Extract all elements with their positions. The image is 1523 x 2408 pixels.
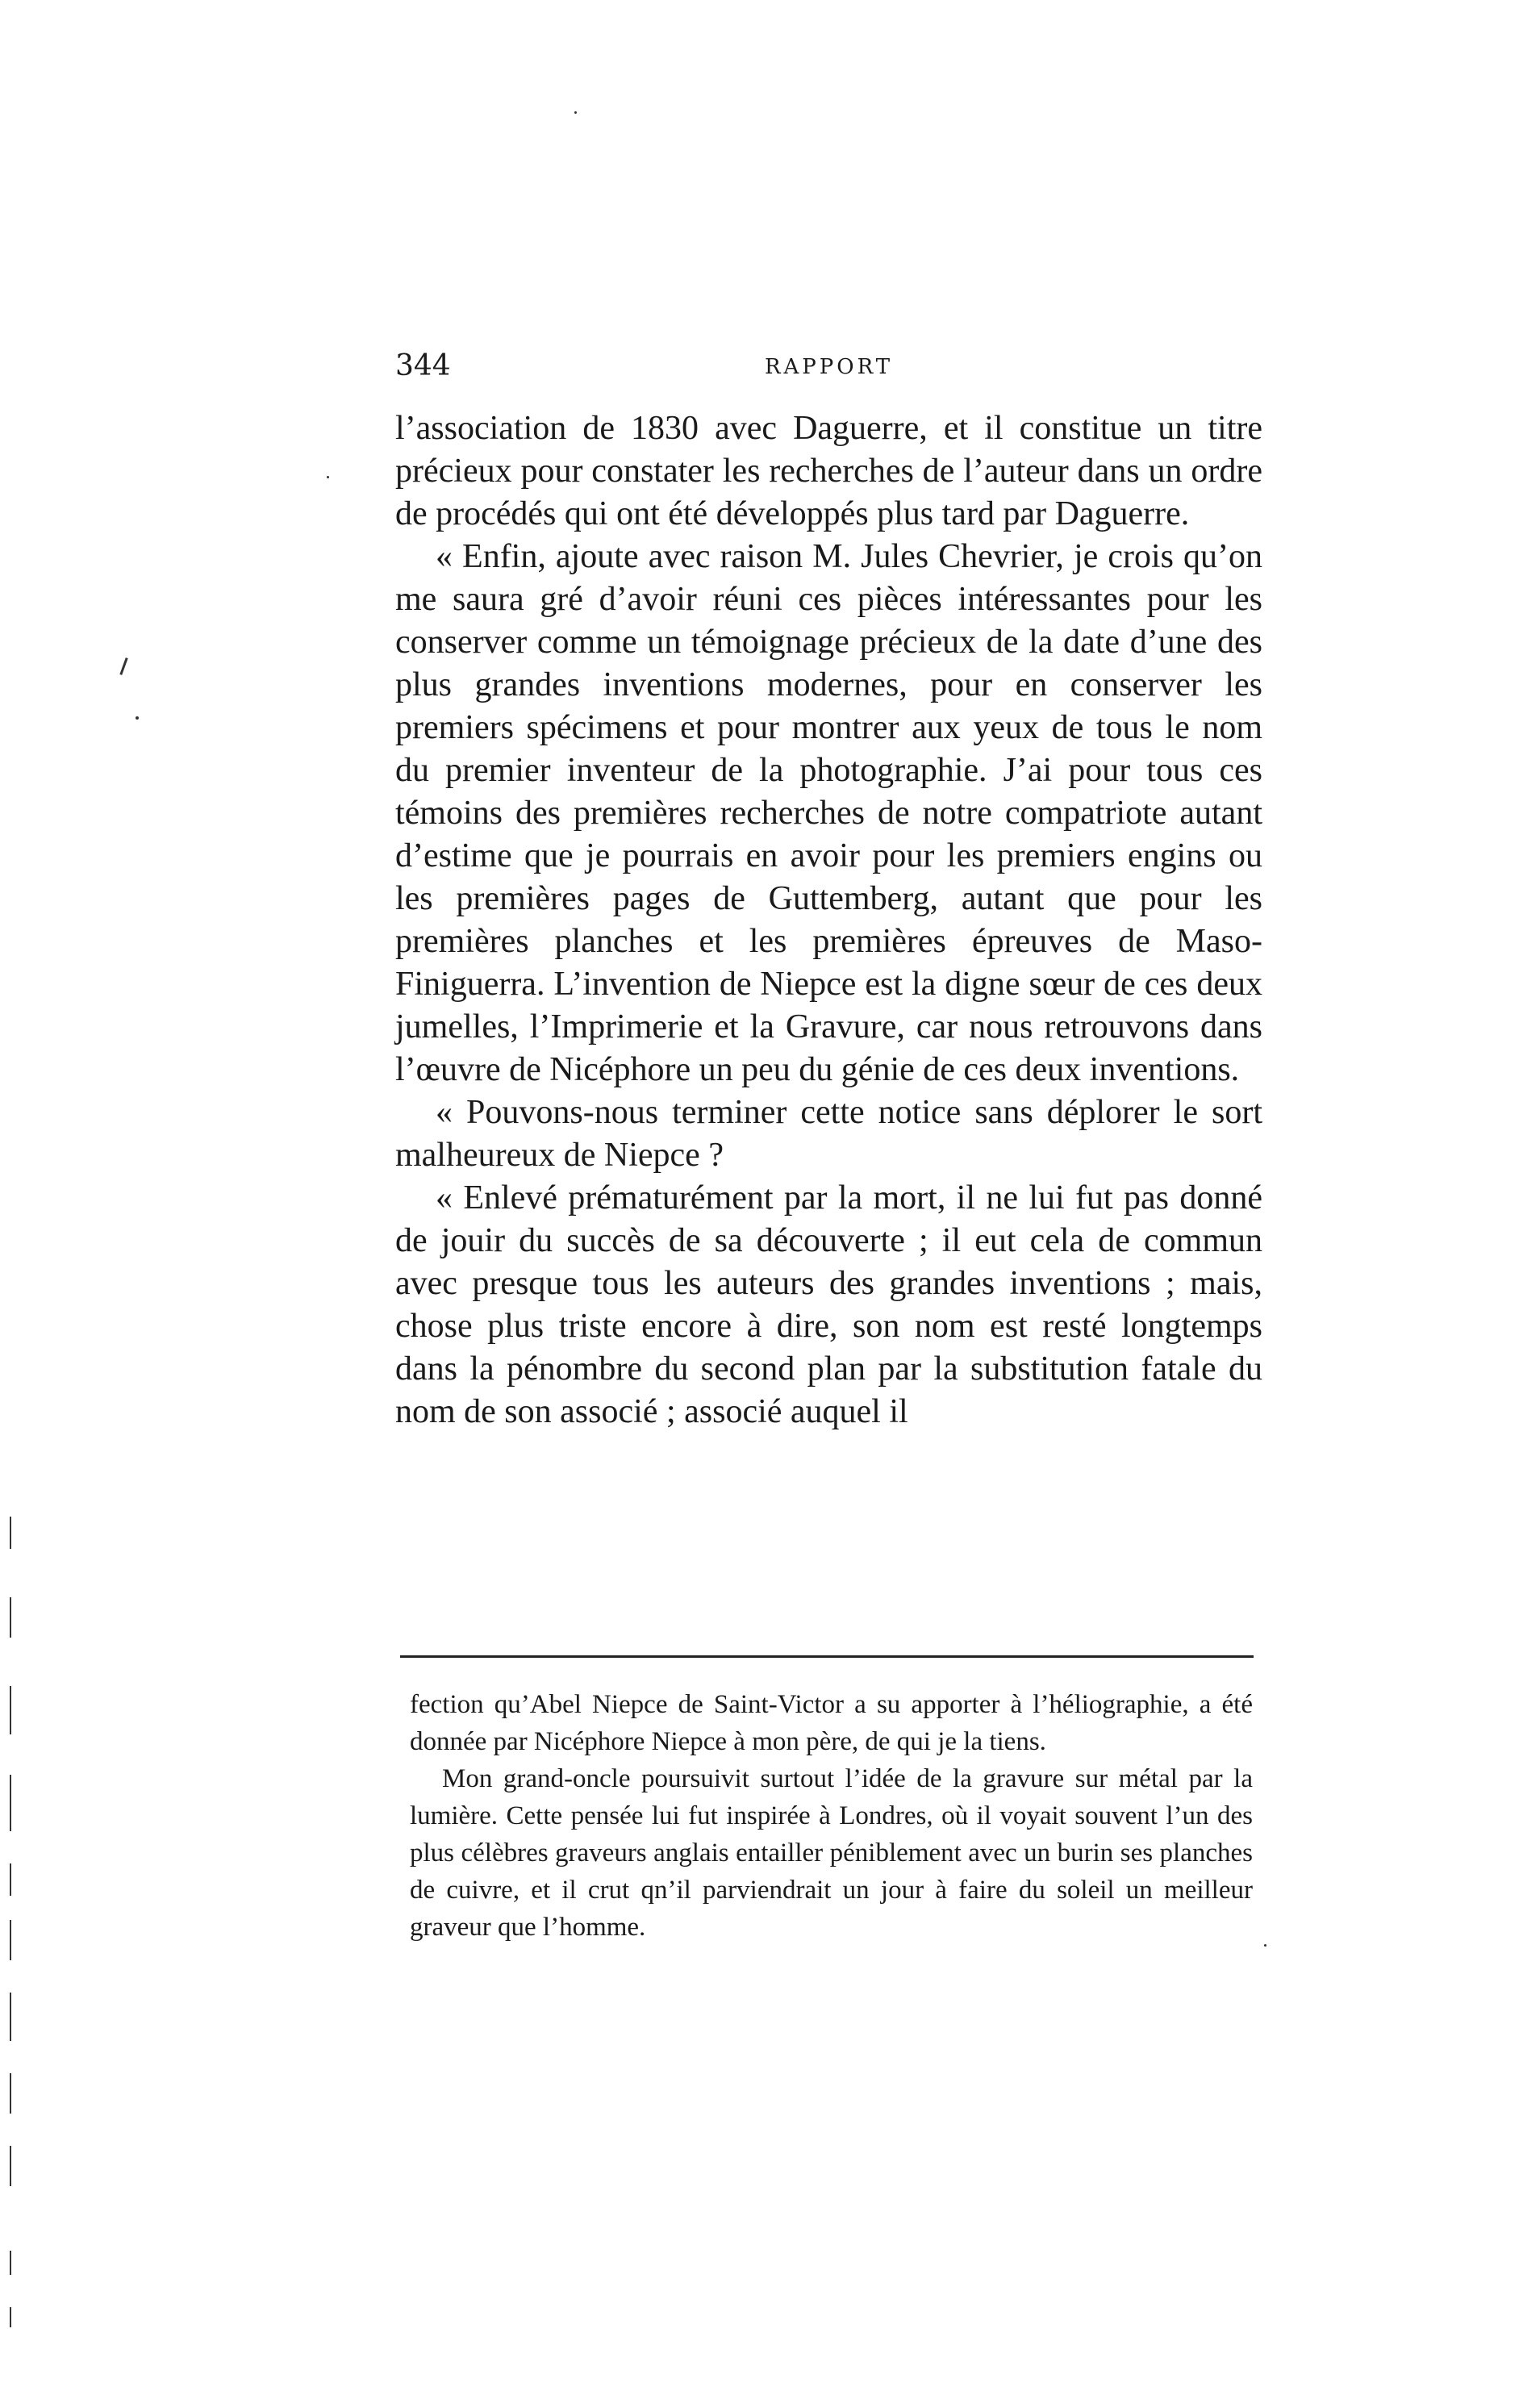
scan-mark — [10, 1686, 11, 1734]
scan-mark — [10, 1993, 11, 2041]
footnote-paragraph: fection qu’Abel Niepce de Saint-Victor a su apporter à l’héliographie, a été donnée par Nicéphore Niepce à mon père, de qui je la tiens. — [410, 1690, 1253, 1756]
main-text — [395, 407, 1262, 1434]
footnotes — [410, 1686, 1253, 1946]
footnote-paragraph: Mon grand-oncle poursuivit surtout l’idée de la gravure sur métal par la lumière. Cette pensée lui fut inspirée à Londres, où il voyait souvent l’un des plus célèbres graveurs anglais entailler péniblement avec un burin ses planches de cuivre, et il crut qn’il parviendrait un jour à faire du soleil un meilleur graveur que l’homme. — [410, 1764, 1253, 1942]
scan-mark — [10, 2073, 11, 2114]
scan-mark — [10, 1863, 11, 1896]
scan-mark — [10, 1597, 11, 1638]
scan-mark — [10, 2251, 11, 2275]
body-paragraph: « Enlevé prématurément par la mort, il ne lui fut pas donné de jouir du succès de sa découverte ; il eut cela de commun avec presque tous les auteurs des grandes inventions ; mais, chose plus triste encore à dire, son nom est resté longtemps dans la pénombre du second plan par la substitution fatale du nom de son associé ; associé auquel il — [395, 1179, 1262, 1430]
scan-mark — [136, 716, 139, 720]
scan-mark — [10, 2146, 11, 2186]
scan-mark — [574, 111, 577, 114]
scan-mark — [10, 1775, 11, 1831]
scan-mark — [327, 476, 329, 478]
body-paragraph: « Pouvons-nous terminer cette notice sans déplorer le sort malheureux de Niepce ? — [395, 1094, 1262, 1174]
scan-mark — [10, 1920, 11, 1960]
running-title: RAPPORT — [764, 355, 894, 379]
body-paragraph: « Enfin, ajoute avec raison M. Jules Chevrier, je crois qu’on me saura gré d’avoir réuni ces pièces intéressantes pour les conserver comme un témoignage précieux de la date d’une des plus grandes inventions modernes, pour en conserver les premiers spécimens et pour montrer aux yeux de tous le nom du premier inventeur de la photographie. J’ai pour tous ces témoins des premières recherches de notre compatriote autant d’estime que je pourrais en avoir pour les premiers engins ou les premières pages de Guttemberg, autant que pour les premières planches et les premières épreuves de Maso-Finiguerra. L’invention de Niepce est la digne sœur de ces deux jumelles, l’Imprimerie et la Gravure, car nous retrouvons dans l’œuvre de Nicéphore un peu du génie de ces deux inventions. — [395, 538, 1262, 1088]
body-paragraph: l’association de 1830 avec Daguerre, et il constitue un titre précieux pour constater les recherches de l’auteur dans un ordre de procédés qui ont été développés plus tard par Daguerre. — [395, 410, 1262, 532]
scan-mark — [10, 2307, 11, 2327]
scan-mark — [1264, 1944, 1266, 1947]
footnote-separator — [400, 1655, 1254, 1658]
running-head — [395, 349, 1262, 400]
scan-mark — [10, 1517, 11, 1549]
page-number: 344 — [395, 349, 451, 382]
scan-mark — [119, 657, 127, 675]
